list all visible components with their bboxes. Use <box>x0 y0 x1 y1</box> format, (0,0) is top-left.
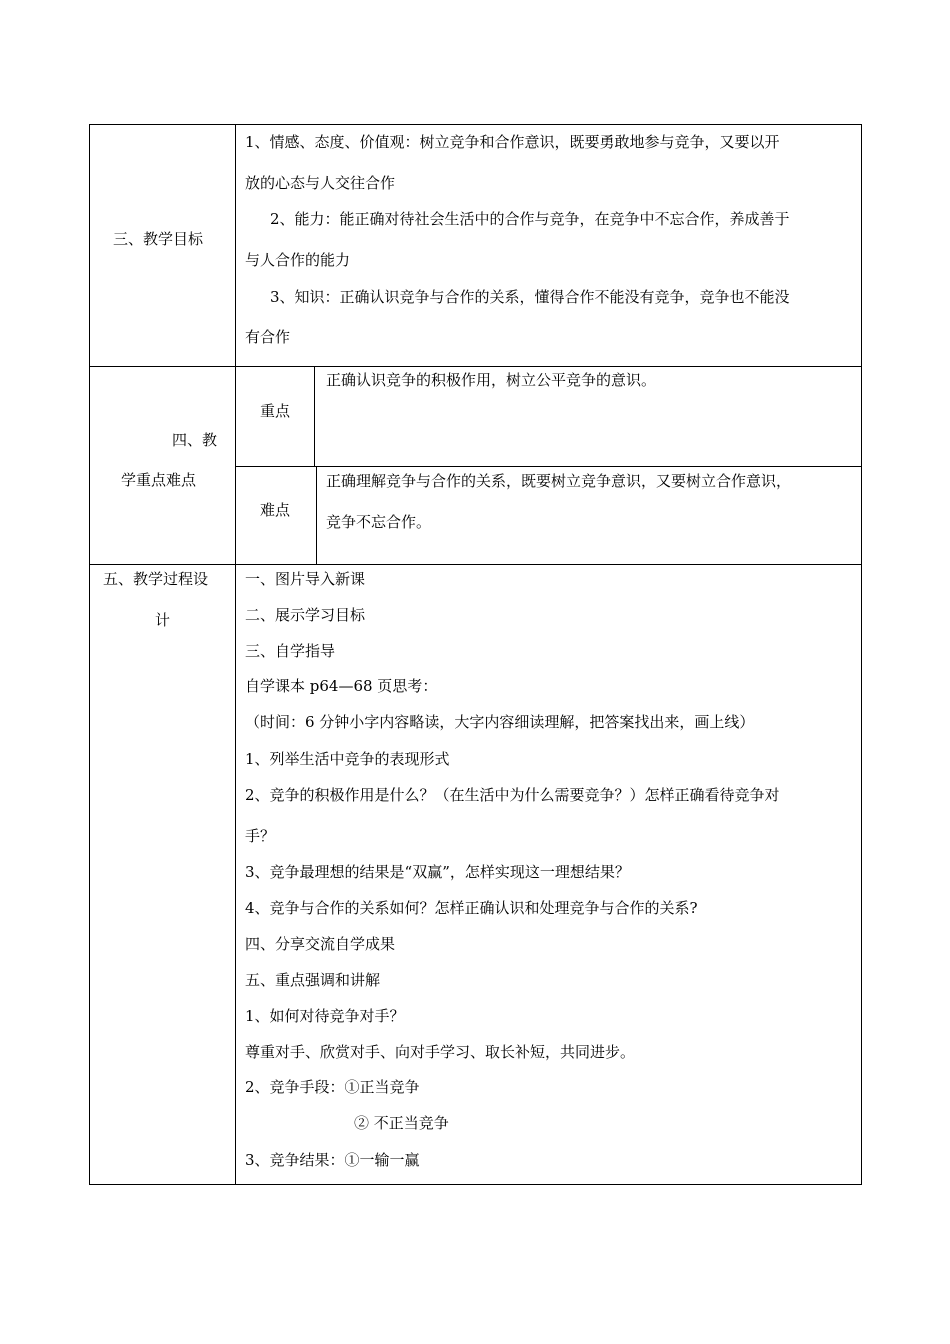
process-line: 1、如何对待竞争对手？ <box>245 1007 405 1025</box>
section5-label-line2: 计 <box>155 611 171 629</box>
difficulty-label: 难点 <box>260 501 291 519</box>
process-line: 3、竞争结果：①一输一赢 <box>245 1151 420 1169</box>
section4-label-line1: 四、教 <box>172 431 218 449</box>
process-line: 三、自学指导 <box>245 642 336 660</box>
process-line: 五、重点强调和讲解 <box>245 971 381 989</box>
key-point-label: 重点 <box>260 402 291 420</box>
col-divider-main <box>235 124 236 1185</box>
key-point-text: 正确认识竞争的积极作用，树立公平竞争的意识。 <box>326 371 657 389</box>
difficulty-text: 正确理解竞争与合作的关系，既要树立竞争意识，又要树立合作意识， <box>326 472 792 490</box>
process-line: 四、分享交流自学成果 <box>245 935 396 953</box>
section3-line: 2、能力：能正确对待社会生活中的合作与竞争，在竞争中不忘合作，养成善于 <box>270 210 790 228</box>
section3-line: 有合作 <box>245 328 291 346</box>
section3-line: 1、情感、态度、价值观：树立竞争和合作意识，既要勇敢地参与竞争，又要以开 <box>245 133 780 151</box>
section3-line: 与人合作的能力 <box>245 251 351 269</box>
process-line: 2、竞争手段：①正当竞争 <box>245 1078 420 1096</box>
row-divider-4-5 <box>89 564 862 565</box>
process-line: （时间：6 分钟小字内容略读，大字内容细读理解，把答案找出来，画上线） <box>245 713 755 731</box>
process-line: 3、竞争最理想的结果是“双赢”，怎样实现这一理想结果？ <box>245 863 630 881</box>
process-line: 2、竞争的积极作用是什么？（在生活中为什么需要竞争？）怎样正确看待竞争对 <box>245 786 780 804</box>
process-line: ② 不正当竞争 <box>354 1114 449 1132</box>
section3-label: 三、教学目标 <box>113 230 204 248</box>
row-divider-3-4 <box>89 366 862 367</box>
process-line: 自学课本 p64—68 页思考： <box>245 677 438 695</box>
table-frame <box>89 124 862 1185</box>
process-line: 手？ <box>245 827 276 845</box>
process-line: 4、竞争与合作的关系如何？怎样正确认识和处理竞争与合作的关系? <box>245 899 698 917</box>
difficulty-text: 竞争不忘合作。 <box>326 513 432 531</box>
col-divider-sub-lower <box>316 466 317 564</box>
section3-line: 3、知识：正确认识竞争与合作的关系，懂得合作不能没有竞争，竞争也不能没 <box>270 288 790 306</box>
col-divider-sub-upper <box>314 366 315 466</box>
process-line: 一、图片导入新课 <box>245 570 366 588</box>
section3-line: 放的心态与人交往合作 <box>245 174 396 192</box>
process-line: 二、展示学习目标 <box>245 606 366 624</box>
section4-label-line2: 学重点难点 <box>121 471 197 489</box>
process-line: 1、列举生活中竞争的表现形式 <box>245 750 450 768</box>
row-divider-key-diff <box>235 466 862 467</box>
process-line: 尊重对手、欣赏对手、向对手学习、取长补短，共同进步。 <box>245 1043 636 1061</box>
section5-label-line1: 五、教学过程设 <box>103 570 209 588</box>
